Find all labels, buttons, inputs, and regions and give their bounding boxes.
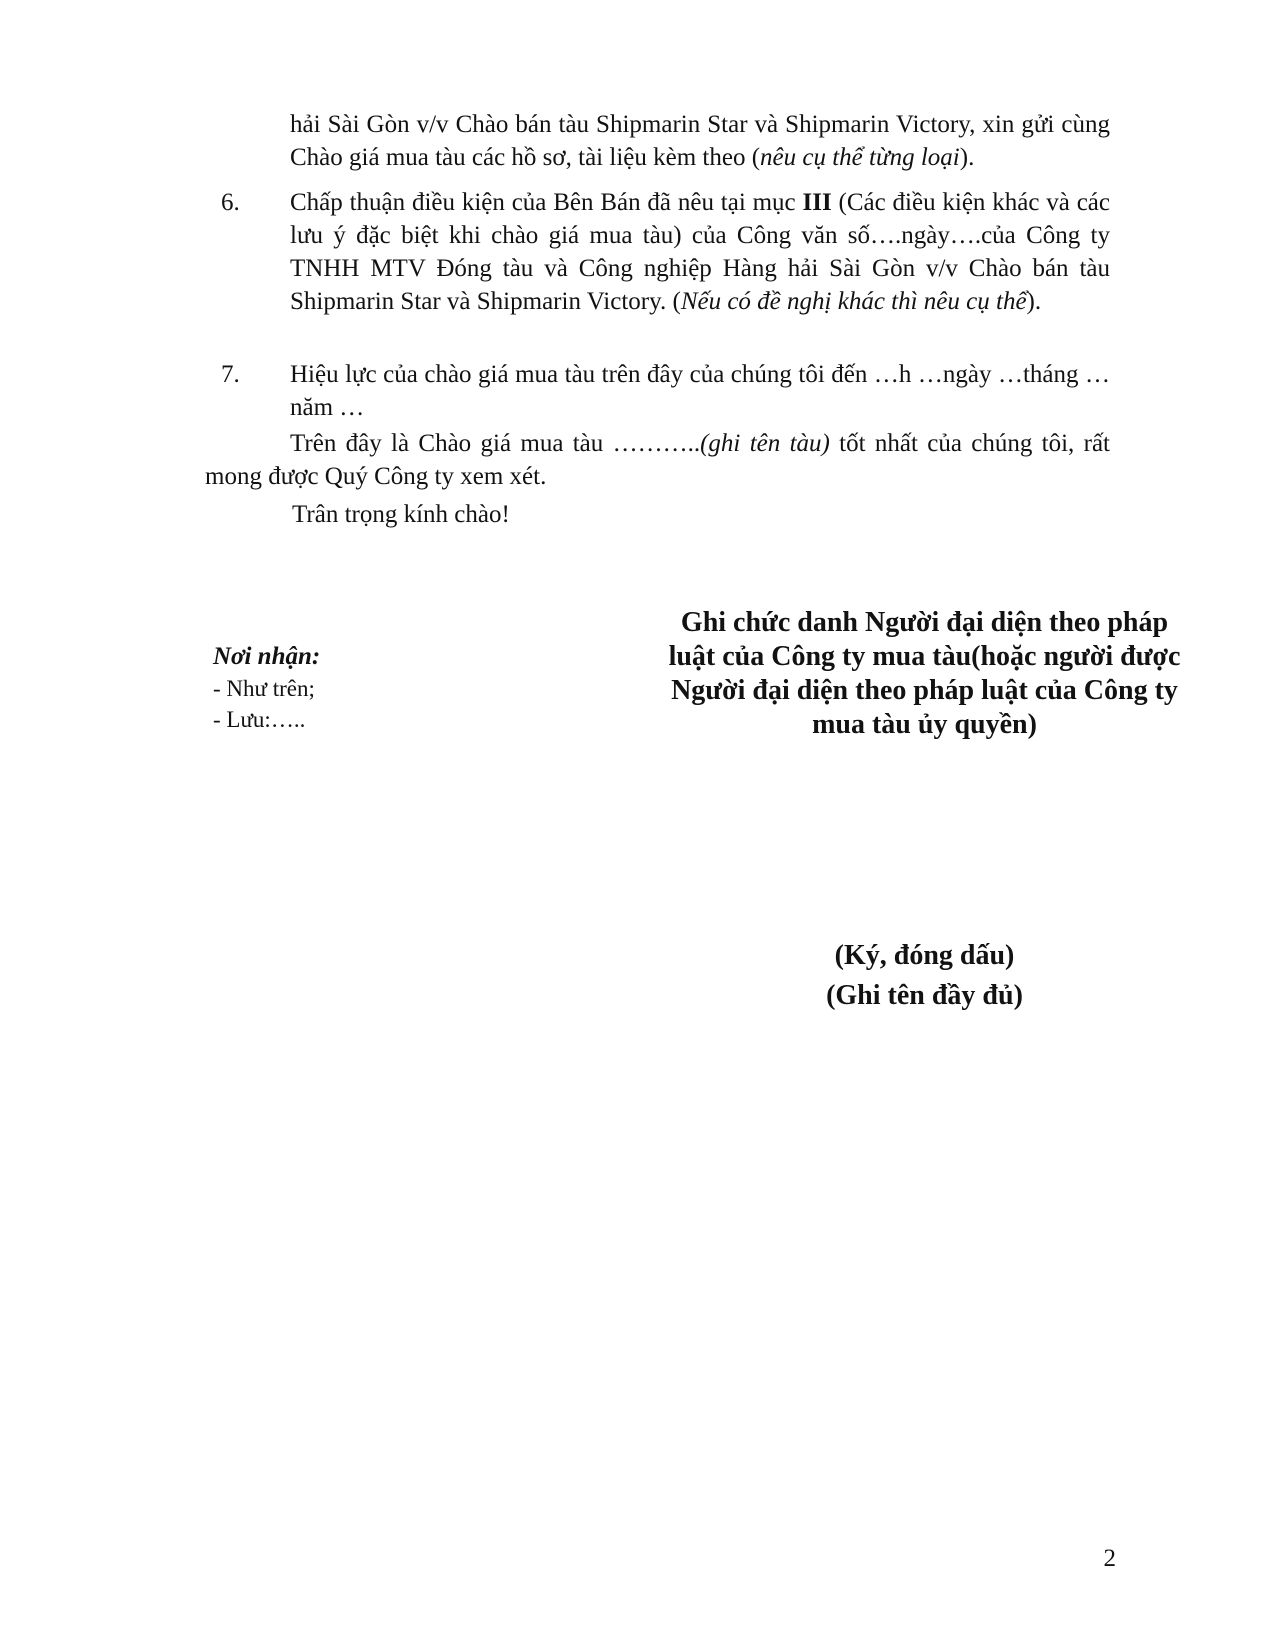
list-item-text bbox=[290, 358, 1110, 424]
signature-title-block: Ghi chức danh Người đại diện theo pháp luật của Công ty mua tàu(hoặc người được Người đại diện theo pháp luật của Công ty mua tàu ủy quyền) bbox=[668, 607, 1181, 740]
paragraph-text: Trên đây là Chào giá mua tàu ……….. bbox=[290, 430, 701, 457]
paragraph-text: Chấp thuận điều kiện của Bên Bán đã nêu tại mục bbox=[290, 189, 803, 216]
list-item-text bbox=[290, 186, 1110, 318]
paragraph-text: (Các điều kiện khác và các lưu ý đặc biệt khi chào giá mua tàu) của Công văn số….ngày….của Công ty TNHH MTV Đóng tàu và Công nghiệp Hàng hải Sài Gòn v/v Chào bán tàu Shipmarin Star và Shipmarin Victory. ( bbox=[290, 189, 1110, 315]
closing-paragraph bbox=[205, 427, 1110, 493]
paragraph-text: ). bbox=[959, 144, 975, 171]
list-item-6 bbox=[205, 186, 1110, 318]
paragraph-italic-note: nêu cụ thể từng loại bbox=[760, 144, 960, 171]
recipient-line: - Như trên; bbox=[213, 676, 315, 701]
salutation-line: Trân trọng kính chào! bbox=[292, 501, 510, 528]
paragraph-italic-note: Nếu có đề nghị khác thì nêu cụ thể bbox=[680, 288, 1027, 315]
list-item-number: 7. bbox=[221, 361, 240, 388]
recipients-block bbox=[213, 641, 533, 735]
paragraph-text: hải Sài Gòn v/v Chào bán tàu Shipmarin Star và Shipmarin Victory, xin gửi cùng Chào giá mua tàu các hồ sơ, tài liệu kèm theo ( bbox=[290, 111, 1110, 171]
paragraph-text: Hiệu lực của chào giá mua tàu trên đây của chúng tôi đến …h …ngày …tháng … năm … bbox=[290, 361, 1110, 421]
paragraph-italic-note: (ghi tên tàu) bbox=[700, 430, 830, 457]
paragraph-text: ). bbox=[1026, 288, 1042, 315]
recipient-line: - Lưu:….. bbox=[213, 707, 306, 732]
signature-instructions bbox=[662, 936, 1187, 1016]
recipients-heading: Nơi nhận: bbox=[213, 643, 321, 670]
paragraph-text: tốt nhất của chúng tôi, rất mong được Quý Công ty xem xét. bbox=[205, 430, 1110, 490]
sign-stamp-instruction: (Ký, đóng dấu) bbox=[834, 940, 1015, 971]
list-item-number: 6. bbox=[221, 189, 240, 216]
continuation-paragraph bbox=[290, 108, 1110, 174]
page-number: 2 bbox=[1103, 1545, 1116, 1572]
section-reference-bold: III bbox=[802, 189, 832, 216]
full-name-instruction: (Ghi tên đầy đủ) bbox=[826, 980, 1023, 1011]
list-item-7 bbox=[205, 358, 1110, 424]
